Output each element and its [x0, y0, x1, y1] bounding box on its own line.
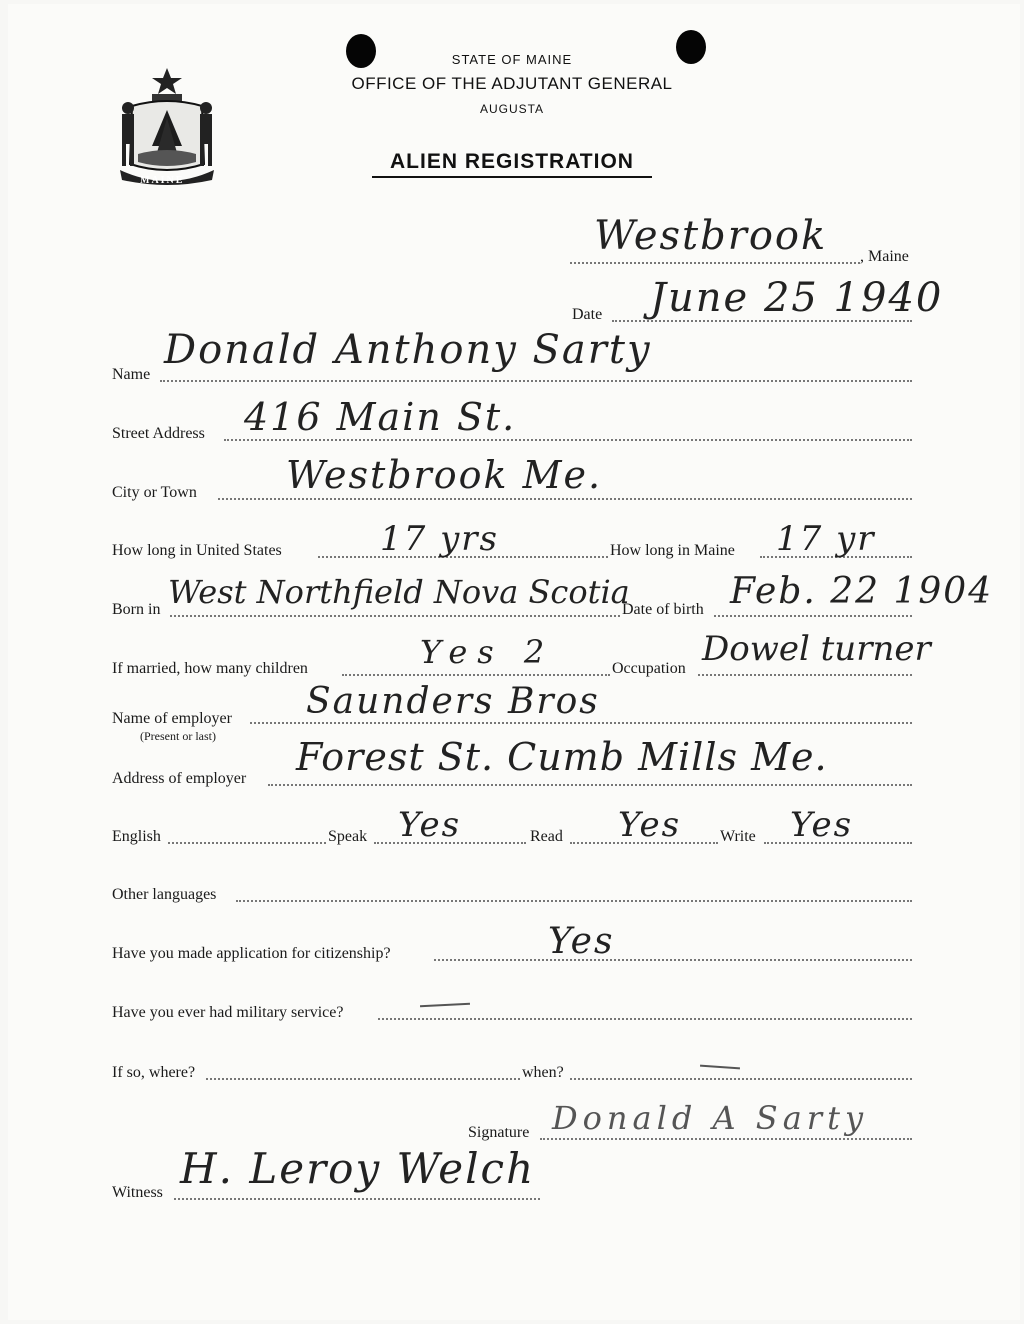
witness-line: [174, 1198, 540, 1200]
write-value: Yes: [790, 805, 854, 845]
office-heading: OFFICE OF THE ADJUTANT GENERAL: [351, 74, 673, 93]
military-label: Have you ever had military service?: [112, 1004, 344, 1021]
title-underline: [372, 176, 652, 178]
occupation-label: Occupation: [612, 660, 686, 677]
date-label: Date: [572, 306, 603, 323]
married-line: [342, 674, 610, 676]
date-of-birth-value: Feb. 22 1904: [730, 571, 994, 612]
how-long-us-label: How long in United States: [112, 542, 282, 559]
occupation-line: [698, 674, 912, 676]
speak-value: Yes: [398, 805, 462, 845]
citizenship-value: Yes: [548, 921, 615, 962]
street-value: 416 Main St.: [244, 395, 517, 439]
city-heading: AUGUSTA: [479, 102, 545, 116]
state-heading: STATE OF MAINE: [451, 52, 573, 67]
city-value: Westbrook Me.: [286, 453, 603, 497]
page-title: ALIEN REGISTRATION: [390, 150, 634, 173]
how-long-maine-label: How long in Maine: [610, 542, 735, 559]
employer-value: Saunders Bros: [306, 681, 600, 722]
date-of-birth-label: Date of birth: [622, 601, 704, 618]
other-languages-label: Other languages: [112, 886, 217, 903]
signature-value: Donald A Sarty: [552, 1099, 869, 1137]
witness-label: Witness: [112, 1184, 163, 1201]
employer-address-label: Address of employer: [112, 770, 247, 787]
employer-address-line: [268, 784, 912, 786]
citizenship-label: Have you made application for citizenship?: [112, 945, 391, 962]
city-label: City or Town: [112, 484, 197, 501]
write-label: Write: [720, 828, 756, 845]
name-line: [160, 380, 912, 382]
signature-label: Signature: [468, 1124, 530, 1141]
born-in-value: West Northfield Nova Scotia: [168, 573, 630, 611]
name-label: Name: [112, 366, 151, 383]
when-label: when?: [522, 1064, 564, 1081]
city-line: [218, 498, 912, 500]
born-in-line: [170, 615, 620, 617]
military-line: [378, 1018, 912, 1020]
date-of-birth-line: [714, 615, 912, 617]
other-languages-line: [236, 900, 912, 902]
occupation-value: Dowel turner: [702, 629, 931, 669]
employer-note: (Present or last): [140, 729, 216, 743]
seal-banner-text: MAINE: [140, 175, 185, 186]
town-value: Westbrook: [594, 213, 828, 259]
if-so-where-line: [206, 1078, 520, 1080]
if-so-where-label: If so, where?: [112, 1064, 196, 1081]
english-line: [168, 842, 326, 844]
signature-line: [540, 1138, 912, 1140]
street-label: Street Address: [112, 425, 205, 442]
employer-label: Name of employer: [112, 710, 232, 727]
english-label: English: [112, 828, 161, 845]
married-value: Yes 2: [420, 633, 555, 671]
name-value: Donald Anthony Sarty: [164, 327, 652, 373]
how-long-us-value: 17 yrs: [380, 519, 499, 559]
speak-label: Speak: [328, 828, 368, 845]
citizenship-line: [434, 959, 912, 961]
town-line: [570, 262, 860, 264]
married-label: If married, how many children: [112, 660, 308, 677]
witness-value: H. Leroy Welch: [180, 1144, 536, 1193]
date-value: June 25 1940: [650, 275, 944, 321]
when-line: [570, 1078, 912, 1080]
how-long-maine-value: 17 yr: [776, 519, 876, 559]
employer-address-value: Forest St. Cumb Mills Me.: [296, 735, 828, 779]
employer-line: [250, 722, 912, 724]
town-suffix-label: , Maine: [860, 248, 909, 265]
read-label: Read: [530, 828, 563, 845]
born-in-label: Born in: [112, 601, 161, 618]
read-value: Yes: [618, 805, 682, 845]
street-line: [224, 439, 912, 441]
